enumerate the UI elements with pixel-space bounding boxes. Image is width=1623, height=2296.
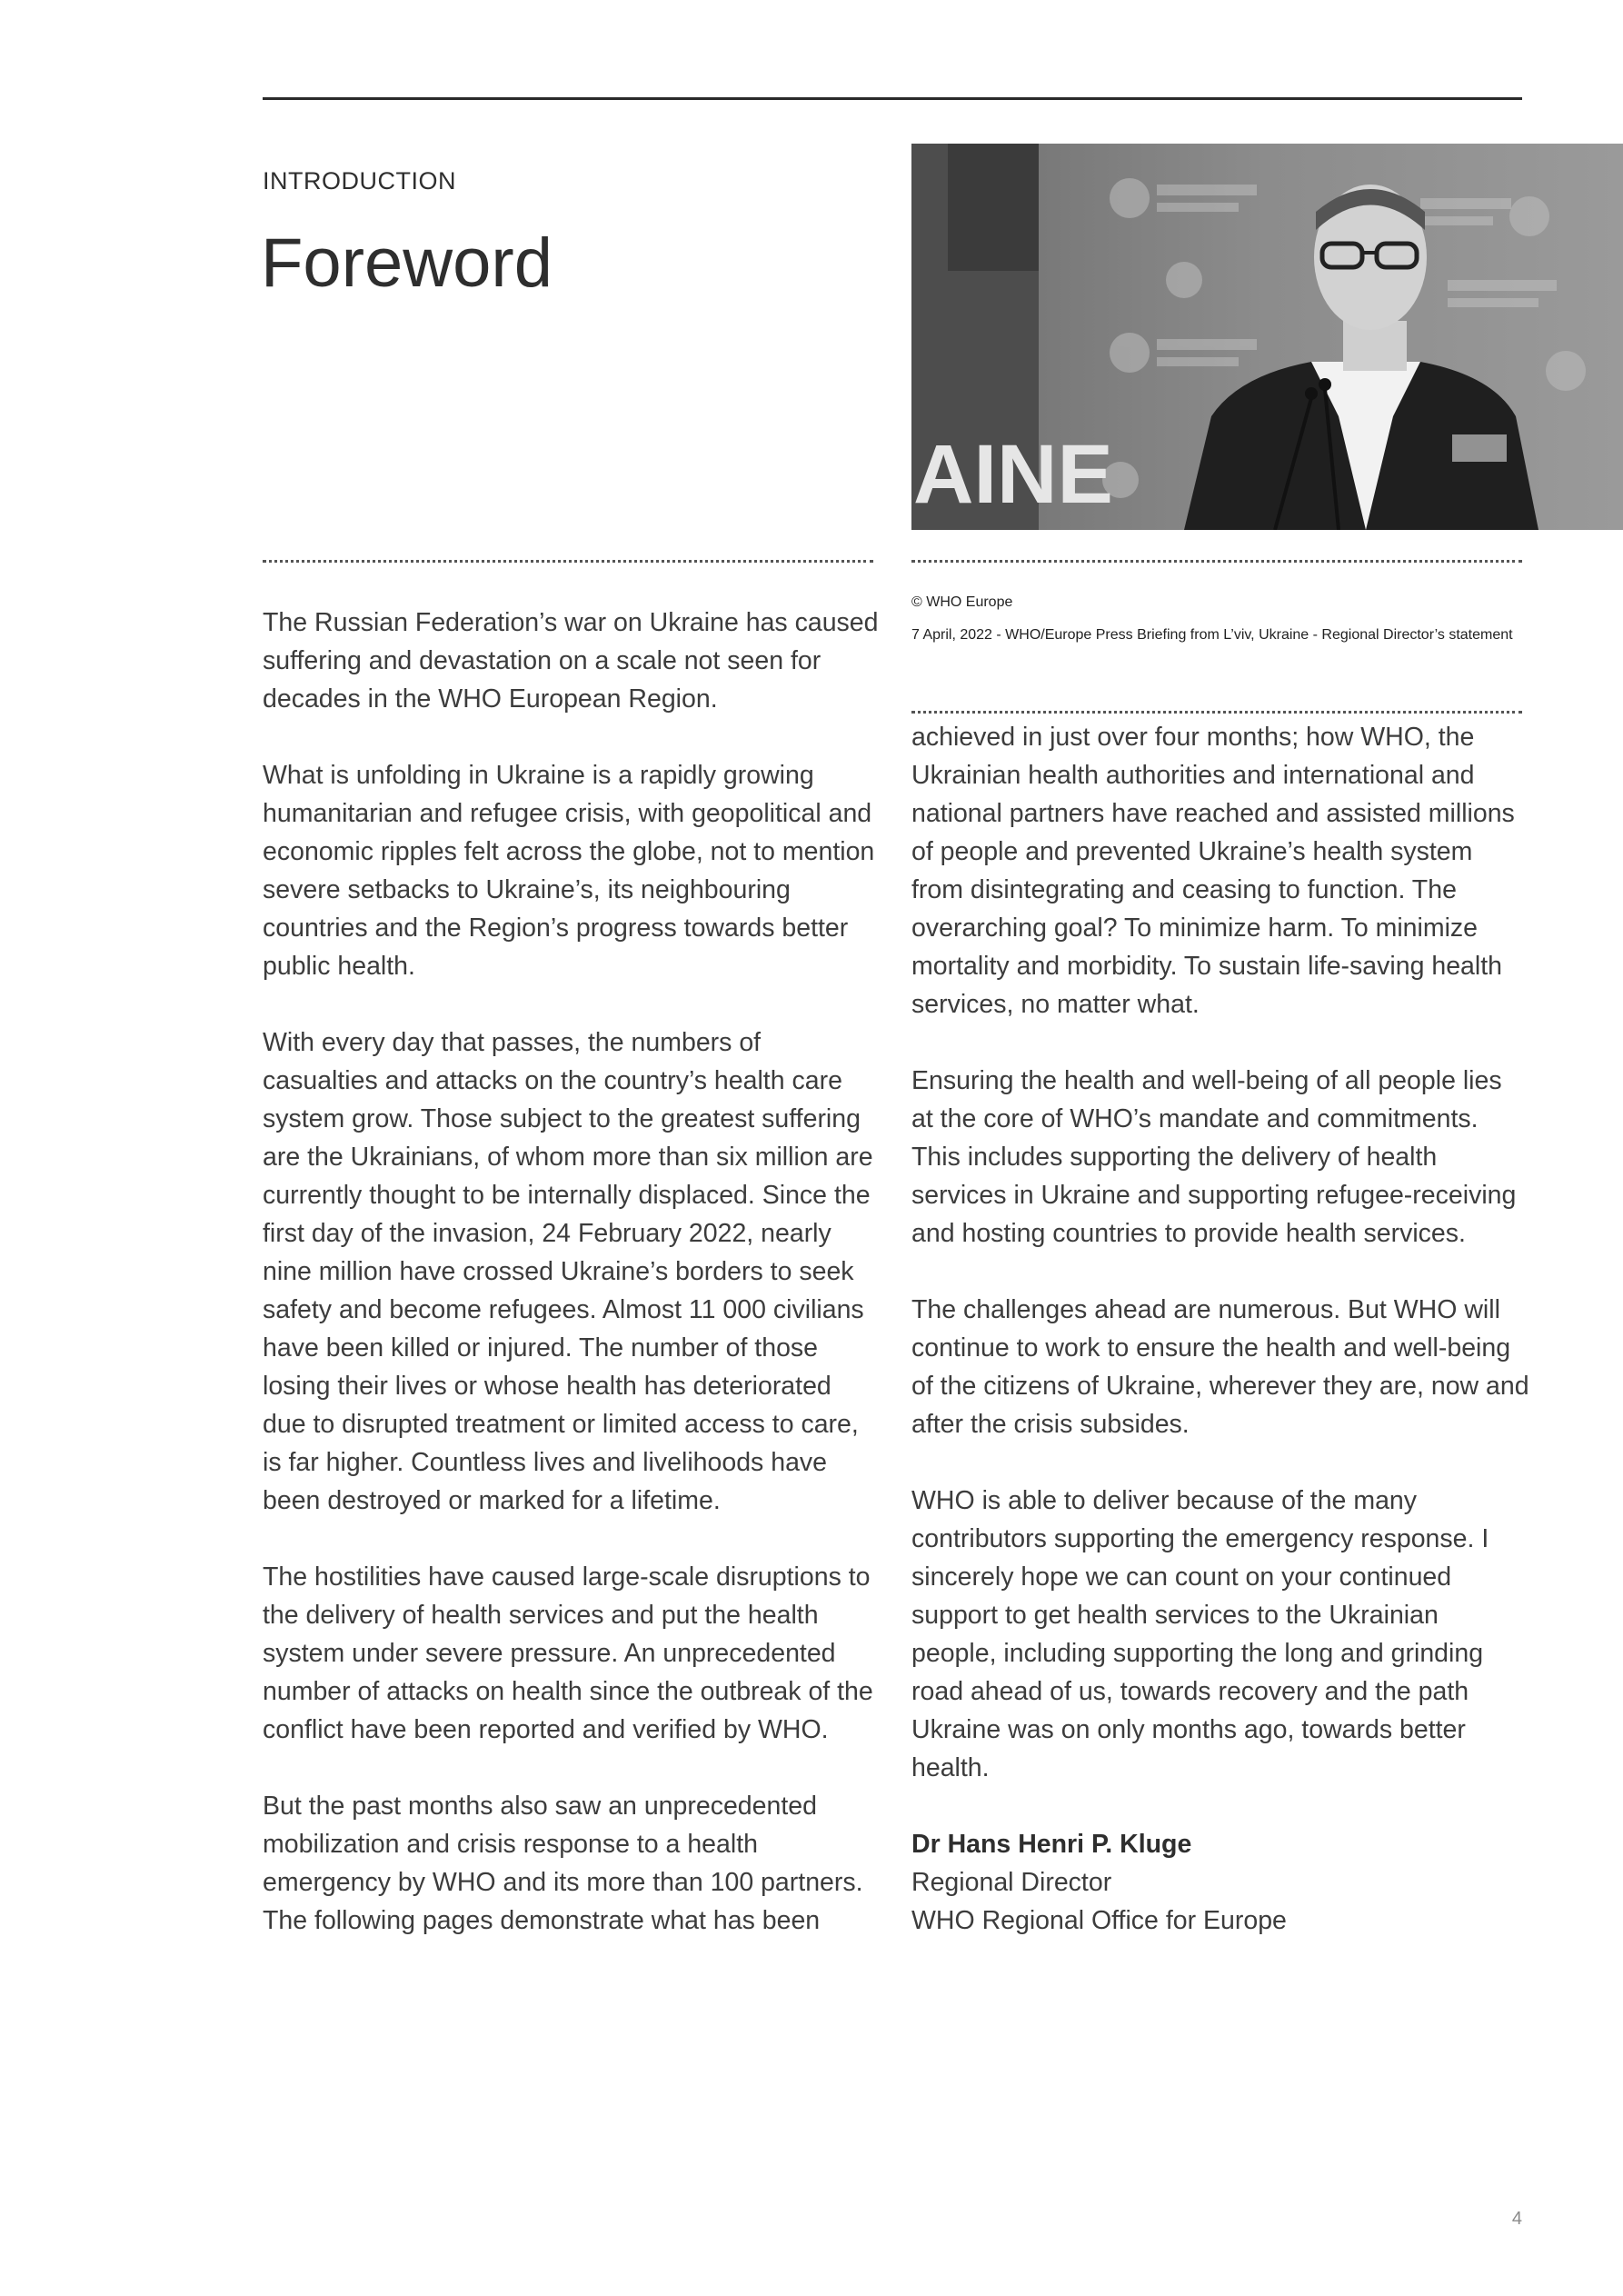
caption-bottom-divider xyxy=(911,711,1522,714)
paragraph: But the past months also saw an unprecedented mobilization and crisis response to a health emergency by WHO and its more than 100 partners. The following pages demonstrate what has been xyxy=(263,1792,863,1935)
backdrop-text: AINE xyxy=(913,428,1113,521)
page-number: 4 xyxy=(1511,2209,1522,2229)
photo-caption: 7 April, 2022 - WHO/Europe Press Briefing from L’viv, Ukraine - Regional Director’s statement xyxy=(911,627,1513,643)
signature-block xyxy=(911,1825,1529,1940)
paragraph: What is unfolding in Ukraine is a rapidly growing humanitarian and refugee crisis, with geopolitical and economic ripples felt across the globe, not to mention severe setbacks to Ukraine’s, its neighbouring countries and the Region’s progress towards better public health. xyxy=(263,761,875,981)
caption-top-divider xyxy=(911,560,1522,563)
signatory-role: Regional Director xyxy=(911,1868,1112,1897)
photo-credit: © WHO Europe xyxy=(911,594,1013,610)
signatory-office: WHO Regional Office for Europe xyxy=(911,1906,1287,1935)
left-text-column xyxy=(263,604,881,1940)
speaker-photo xyxy=(911,144,1623,530)
paragraph: The hostilities have caused large-scale disruptions to the delivery of health services and put the health system under severe pressure. An unprecedented number of attacks on health since the outbreak of the conflict have been reported and verified by WHO. xyxy=(263,1562,873,1744)
paragraph: WHO is able to deliver because of the many contributors supporting the emergency response. I sincerely hope we can count on your continued support to get health services to the Ukrainian people, including supporting the long and grinding road ahead of us, towards recovery and the path Ukraine was on only months ago, towards better health. xyxy=(911,1486,1489,1782)
page-title: Foreword xyxy=(261,225,553,302)
paragraph: Ensuring the health and well-being of all people lies at the core of WHO’s mandate and commitments. This includes supporting the delivery of health services in Ukraine and supporting refugee-receiving and hosting countries to provide health services. xyxy=(911,1066,1517,1248)
paragraph: With every day that passes, the numbers of casualties and attacks on the country’s health care system grow. Those subject to the greatest suffering are the Ukrainians, of whom more than six million are currently thought to be internally displaced. Since the first day of the invasion, 24 February 2022, nearly nine million have crossed Ukraine’s borders to seek safety and become refugees. Almost 11 000 civilians have been killed or injured. The number of those losing their lives or whose health has deteriorated due to disrupted treatment or limited access to care, is far higher. Countless lives and livelihoods have been destroyed or marked for a lifetime. xyxy=(263,1028,873,1515)
section-label: INTRODUCTION xyxy=(263,167,456,195)
left-dotted-divider xyxy=(263,560,873,563)
paragraph: The challenges ahead are numerous. But WHO will continue to work to ensure the health and well-being of the citizens of Ukraine, wherever they are, now and after the crisis subsides. xyxy=(911,1295,1529,1439)
paragraph: The Russian Federation’s war on Ukraine has caused suffering and devastation on a scale not seen for decades in the WHO European Region. xyxy=(263,608,879,714)
signatory-name: Dr Hans Henri P. Kluge xyxy=(911,1830,1192,1859)
top-rule xyxy=(263,97,1522,100)
right-text-column xyxy=(911,718,1529,1940)
paragraph: achieved in just over four months; how WHO, the Ukrainian health authorities and international and national partners have reached and assisted millions of people and prevented Ukraine’s health system from disintegrating and ceasing to function. The overarching goal? To minimize harm. To minimize mortality and morbidity. To sustain life-saving health services, no matter what. xyxy=(911,723,1515,1019)
